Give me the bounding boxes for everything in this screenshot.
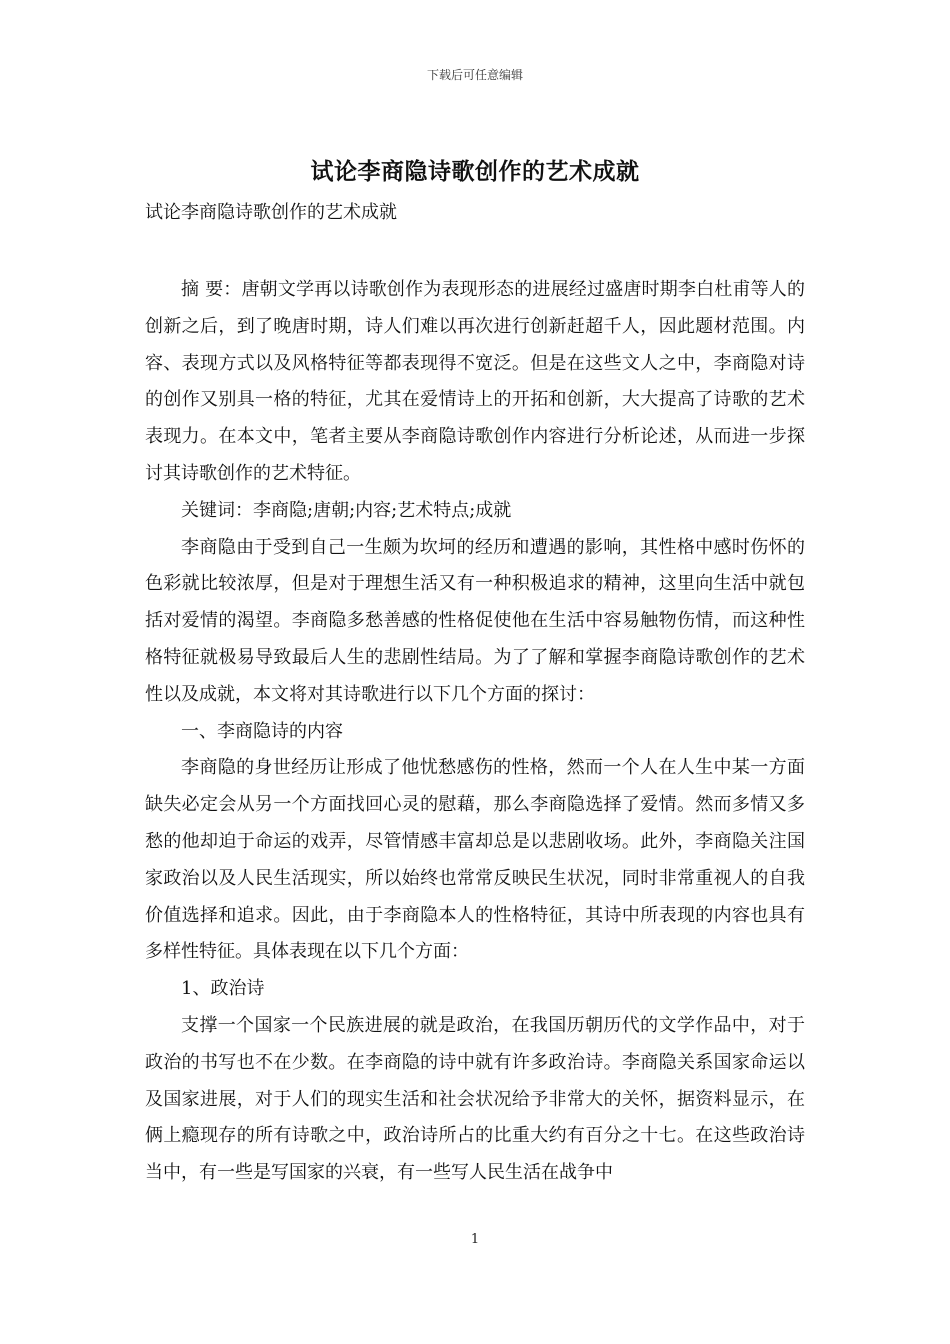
document-subtitle: 试论李商隐诗歌创作的艺术成就 [145,202,397,223]
document-title: 试论李商隐诗歌创作的艺术成就 [310,159,640,185]
section-heading-content: 一、李商隐诗的内容 [181,720,343,742]
page-number: 1 [470,1232,480,1247]
document-body [145,272,805,1192]
subsection-heading-political-poems: 1、政治诗 [181,978,265,1000]
abstract-paragraph: 摘 要：唐朝文学再以诗歌创作为表现形态的进展经过盛唐时期李白杜甫等人的创新之后，到了晚唐时期，诗人们难以再次进行创新赶超千人，因此题材范围。内容、表现方式以及风格特征等都表现得不宽泛。但是在这些文人之中，李商隐对诗的创作又别具一格的特征，尤其在爱情诗上的开拓和创新，大大提高了诗歌的艺术表现力。在本文中，笔者主要从李商隐诗歌创作内容进行分析论述，从而进一步探讨其诗歌创作的艺术特征。 [145,279,805,484]
keywords-paragraph: 关键词：李商隐;唐朝;内容;艺术特点;成就 [181,499,512,521]
content-paragraph: 李商隐的身世经历让形成了他忧愁感伤的性格，然而一个人在人生中某一方面缺失必定会从另一个方面找回心灵的慰藉，那么李商隐选择了爱情。然而多情又多愁的他却迫于命运的戏弄，尽管情感丰富却总是以悲剧收场。此外，李商隐关注国家政治以及人民生活现实，所以始终也常常反映民生状况，同时非常重视人的自我价值选择和追求。因此，由于李商隐本人的性格特征，其诗中所表现的内容也具有多样性特征。具体表现在以下几个方面： [145,757,805,963]
page-header-note: 下载后可任意编辑 [426,68,523,82]
political-poems-paragraph: 支撑一个国家一个民族进展的就是政治，在我国历朝历代的文学作品中，对于政治的书写也不在少数。在李商隐的诗中就有许多政治诗。李商隐关系国家命运以及国家进展，对于人们的现实生活和社会状况给予非常大的关怀，据资料显示，在俩上瘾现存的所有诗歌之中，政治诗所占的比重大约有百分之十七。在这些政治诗当中，有一些是写国家的兴衰，有一些写人民生活在战争中 [145,1014,805,1184]
intro-paragraph: 李商隐由于受到自己一生颇为坎坷的经历和遭遇的影响，其性格中感时伤怀的色彩就比较浓厚，但是对于理想生活又有一种积极追求的精神，这里向生活中就包括对爱情的渴望。李商隐多愁善感的性格促使他在生活中容易触物伤情，而这种性格特征就极易导致最后人生的悲剧性结局。为了了解和掌握李商隐诗歌创作的艺术性以及成就，本文将对其诗歌进行以下几个方面的探讨： [145,536,805,705]
